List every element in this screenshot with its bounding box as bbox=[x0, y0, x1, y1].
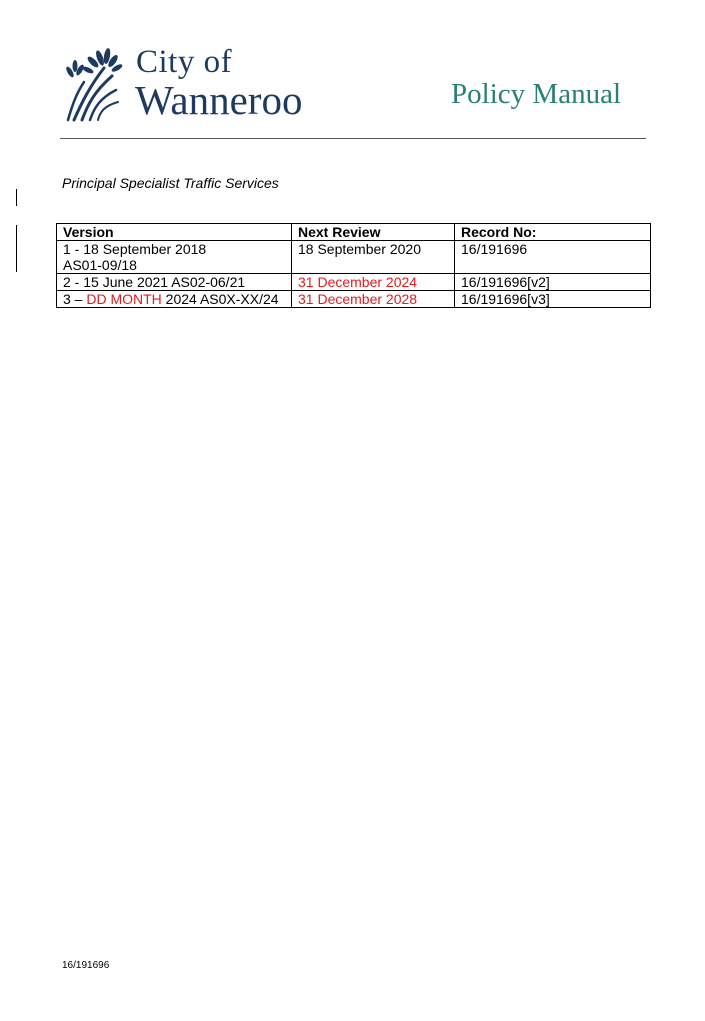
logo-text-wanneroo: Wanneroo bbox=[135, 77, 303, 123]
version-cell: 2 - 15 June 2021 AS02-06/21 bbox=[57, 274, 292, 291]
version-ref: AS01-09/18 bbox=[63, 257, 137, 273]
column-header-record-no: Record No: bbox=[455, 224, 651, 241]
change-bar bbox=[16, 225, 17, 272]
change-bar bbox=[16, 189, 17, 206]
column-header-next-review: Next Review bbox=[292, 224, 455, 241]
version-suffix: 2024 AS0X-XX/24 bbox=[161, 291, 279, 307]
logo-text-city-of: City of bbox=[136, 44, 233, 80]
next-review-cell: 31 December 2028 bbox=[292, 291, 455, 308]
record-no-cell: 16/191696[v2] bbox=[455, 274, 651, 291]
footer-record-number: 16/191696 bbox=[62, 960, 110, 971]
version-history-table bbox=[56, 223, 651, 308]
table-row bbox=[57, 241, 651, 274]
version-cell bbox=[57, 291, 292, 308]
version-cell bbox=[57, 241, 292, 274]
version-prefix: 3 – bbox=[63, 291, 87, 307]
column-header-version: Version bbox=[57, 224, 292, 241]
table-row bbox=[57, 274, 651, 291]
next-review-cell: 18 September 2020 bbox=[292, 241, 455, 274]
kangaroo-paw-icon bbox=[60, 46, 134, 122]
next-review-cell: 31 December 2024 bbox=[292, 274, 455, 291]
table-row bbox=[57, 291, 651, 308]
header-divider bbox=[60, 138, 646, 139]
version-date-placeholder: DD MONTH bbox=[86, 291, 162, 307]
city-of-wanneroo-logo bbox=[60, 46, 330, 126]
policy-manual-title: Policy Manual bbox=[451, 78, 621, 110]
position-title: Principal Specialist Traffic Services bbox=[62, 175, 279, 191]
record-no-cell: 16/191696[v3] bbox=[455, 291, 651, 308]
record-no-cell: 16/191696 bbox=[455, 241, 651, 274]
version-text: 1 - 18 September 2018 bbox=[63, 241, 207, 257]
table-header-row bbox=[57, 224, 651, 241]
